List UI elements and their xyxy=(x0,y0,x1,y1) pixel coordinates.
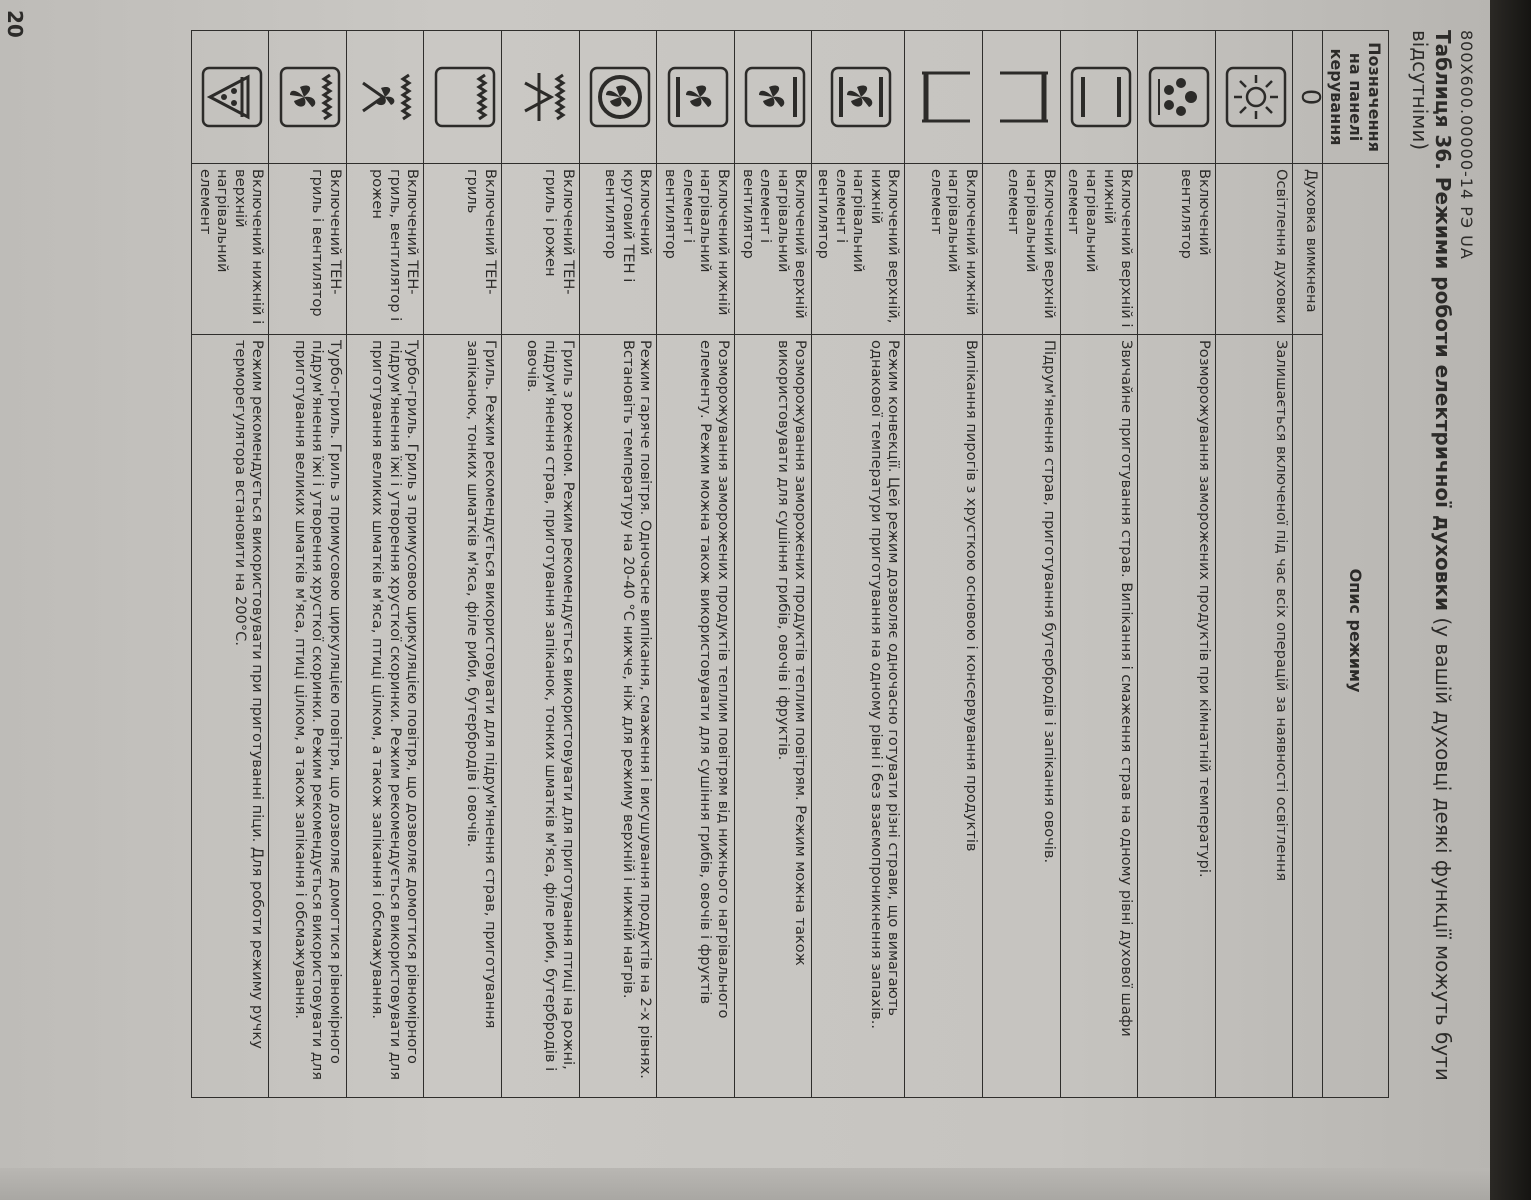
table-row xyxy=(1138,31,1216,1098)
binding-shadow xyxy=(1490,0,1531,1200)
top-bottom-heat-icon xyxy=(1069,65,1133,129)
mode-name: Включений ТЕН-гриль і рожен xyxy=(502,164,580,335)
bottom-fan-icon xyxy=(666,65,730,129)
table-row xyxy=(734,31,812,1098)
mode-name: Включений нижній нагрівальний елемент і вентилятор xyxy=(657,164,735,335)
mode-name: Включений ТЕН-гриль xyxy=(424,164,502,335)
top-fan-icon xyxy=(743,65,807,129)
table-title xyxy=(1408,30,1454,1090)
mode-desc: Режим конвекції. Цей режим дозволяє одночасно готувати різні страви, що вимагають однакової температури приготування на одному рівні і без взаємопроникнення запахів.. xyxy=(812,335,905,1098)
mode-desc: Залишається включеної під час всіх операцій за наявності освітлення xyxy=(1215,335,1293,1098)
mode-desc: Гриль з роженом. Режим рекомендується використовувати для приготування птиці на рожні, підрум'янення страв, приготування запіканок, тонких шматків м'яса, філе риби, бутербродів і овочів. xyxy=(502,335,580,1098)
modes-table xyxy=(191,30,1389,1098)
mode-name: Включений верхній і нижній нагрівальний елемент xyxy=(1060,164,1138,335)
table-row xyxy=(1215,31,1293,1098)
grill-icon xyxy=(433,65,497,129)
turbo-grill-spit-icon xyxy=(356,65,420,129)
table-row xyxy=(812,31,905,1098)
pizza-icon xyxy=(200,65,264,129)
mode-desc: Випікання пирогів з хрусткою основою і консервування продуктів xyxy=(905,335,983,1098)
hot-air-icon xyxy=(588,65,652,129)
mode-name: Включений нижній і верхній нагрівальний елемент xyxy=(191,164,269,335)
table-row xyxy=(905,31,983,1098)
header-icon-col: Позначення на панелі керування xyxy=(1323,31,1389,164)
mode-desc: Гриль. Режим рекомендується використовувати для підрум'янення страв, приготування запіканок, тонких шматків м'яса, філе риби, бутербродів і овочів. xyxy=(424,335,502,1098)
mode-desc: Розморожування заморожених продуктів теплим повітрям. Режим можна також використовувати для сушіння грибів, овочів і фруктів. xyxy=(734,335,812,1098)
mode-name: Освітлення духовки xyxy=(1215,164,1293,335)
mode-name: Включений нижній нагрівальний елемент xyxy=(905,164,983,335)
mode-desc: Розморожування заморожених продуктів теплим повітрям від нижнього нагрівального елементу. Режим можна також використовувати для сушіння грибів, овочів і фруктів xyxy=(657,335,735,1098)
zero-symbol-text: 0 xyxy=(1295,88,1325,106)
table-row xyxy=(1293,31,1323,1098)
mode-desc: Розморожування заморожених продуктів при кімнатній температурі. xyxy=(1138,335,1216,1098)
mode-desc: Турбо-гриль. Гриль з примусовою циркуляцією повітря, що дозволяє домогтися рівномірного підрум'янення їжі і утворення хрусткої скоринки. Режим рекомендується використовувати для приготування великих шматків м'яса, птиці цілком, а також запікання і обсмажування. xyxy=(269,335,347,1098)
lamp-icon xyxy=(1224,65,1288,129)
zero-symbol xyxy=(1293,31,1323,164)
defrost-icon xyxy=(1147,65,1211,129)
table-row xyxy=(579,31,657,1098)
grill-spit-icon xyxy=(511,65,575,129)
mode-name: Включений верхній нагрівальний елемент і вентилятор xyxy=(734,164,812,335)
mode-name: Включений верхній нагрівальний елемент xyxy=(983,164,1061,335)
table-row xyxy=(346,31,424,1098)
mode-desc: Режим гаряче повітря. Одночасне випікання, смаження і висушування продуктів на 2-х рівнях. Встановіть температуру на 20-40 °С нижче, ніж для режиму верхній і нижній нагрів. xyxy=(579,335,657,1098)
mode-name: Включений вентилятор xyxy=(1138,164,1216,335)
table-row xyxy=(983,31,1061,1098)
mode-desc: Підрум'янення страв, приготування бутербродів і запікання овочів. xyxy=(983,335,1061,1098)
mode-desc: Режим рекомендується використовувати при приготуванні піци. Для роботи режиму ручку терморегулятора встановити на 200°С. xyxy=(191,335,269,1098)
mode-name: Включений круговий ТЕН і вентилятор xyxy=(579,164,657,335)
convection-icon xyxy=(829,65,893,129)
table-title-rest: (у вашій духовці деякі функції можуть бути відсутніми) xyxy=(1408,30,1455,1081)
mode-name: Включений ТЕН-гриль, вентилятор і рожен xyxy=(346,164,424,335)
mode-desc: Звичайне приготування страв. Випікання і смаження страв на одному рівні духової шафи xyxy=(1060,335,1138,1098)
top-heat-icon xyxy=(992,65,1056,129)
table-row xyxy=(269,31,347,1098)
table-row xyxy=(191,31,269,1098)
table-header-row xyxy=(1323,31,1389,1098)
mode-desc xyxy=(1293,335,1323,1098)
mode-name: Включений верхній, нижній нагрівальний елемент і вентилятор xyxy=(812,164,905,335)
turbo-grill-icon xyxy=(278,65,342,129)
mode-name: Включений ТЕН-гриль і вентилятор xyxy=(269,164,347,335)
table-row xyxy=(657,31,735,1098)
doc-code: 800X600.00000-14 РЭ UA xyxy=(1457,30,1476,260)
page-number: 20 xyxy=(3,10,27,38)
table-row xyxy=(1060,31,1138,1098)
table-row xyxy=(424,31,502,1098)
table-row xyxy=(502,31,580,1098)
bottom-heat-icon xyxy=(914,65,978,129)
mode-name: Духовка вимкнена xyxy=(1293,164,1323,335)
table-title-bold: Таблиця 36. Режими роботи електричної духовки xyxy=(1431,30,1455,612)
mode-desc: Турбо-гриль. Гриль з примусовою циркуляцією повітря, що дозволяє домогтися рівномірного підрум'янення їжі і утворення хрусткої скоринки. Режим рекомендується використовувати для приготування великих шматків м'яса, птиці цілком, а також запікання і обсмажування. xyxy=(346,335,424,1098)
header-desc-col: Опис режиму xyxy=(1323,164,1389,1098)
